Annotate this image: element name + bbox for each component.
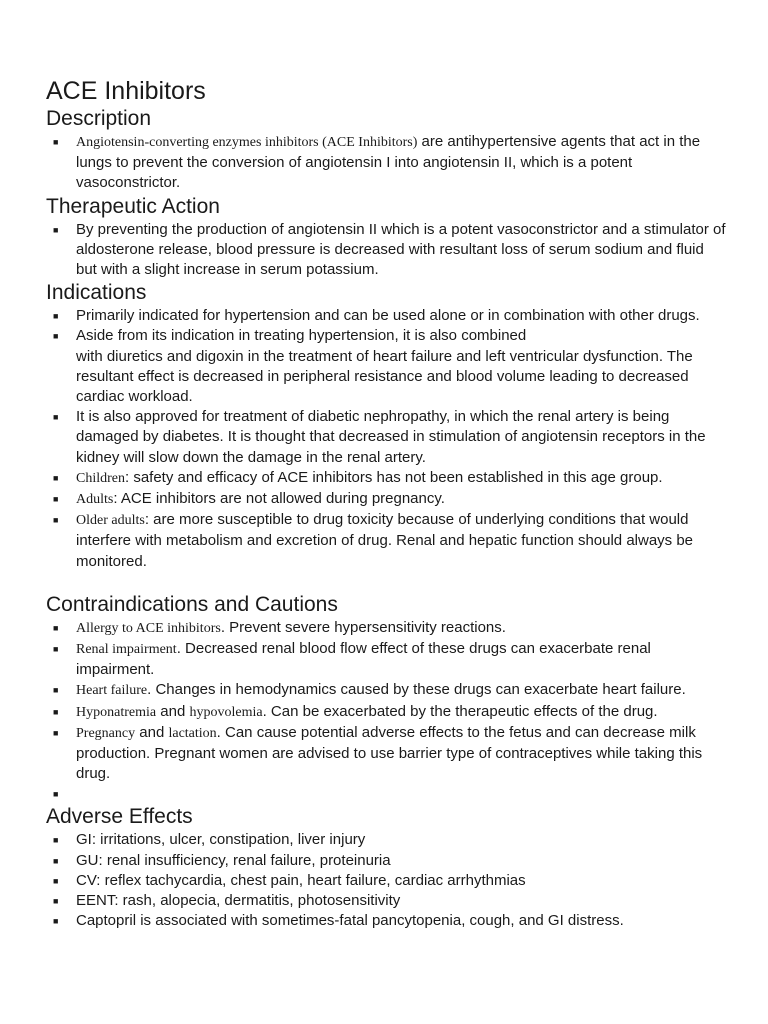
- bullet-icon: ■: [53, 685, 59, 696]
- item-term: Pregnancy: [76, 725, 136, 741]
- item-text: . Decreased renal blood flow effect of these drugs can exacerbate renal impairment.: [76, 640, 651, 679]
- item-text: : safety and efficacy of ACE inhibitors has not been established in this age group.: [125, 468, 663, 486]
- item-text: . Can be exacerbated by the therapeutic effects of the drug.: [262, 702, 658, 720]
- bullet-icon: ■: [53, 224, 59, 235]
- contraindications-section: [46, 592, 726, 805]
- item-connector: and: [135, 723, 169, 741]
- list-item: [46, 871, 726, 891]
- item-term: Adults: [76, 492, 114, 508]
- bullet-icon: ■: [53, 916, 59, 927]
- item-term: Renal impairment: [76, 642, 177, 658]
- list-item: [46, 132, 726, 194]
- item-text: By preventing the production of angiotensin II which is a potent vasoconstrictor and a stimulator of aldosterone release, blood pressure is decreased with resultant loss of serum sodium and fluid but with a slight increase in serum potassium.: [76, 220, 726, 279]
- item-term: hypovolemia: [189, 704, 263, 720]
- item-text: EENT: rash, alopecia, dermatitis, photosensitivity: [76, 892, 401, 910]
- bullet-icon: ■: [53, 727, 59, 738]
- list-item: [46, 220, 726, 281]
- list-item: [46, 618, 726, 639]
- list-item: [46, 723, 726, 785]
- item-first-line: Aside from its indication in treating hypertension, it is also combined: [76, 327, 527, 345]
- bullet-icon: ■: [53, 331, 59, 342]
- item-term: lactation: [168, 725, 217, 741]
- list-item: [46, 407, 726, 468]
- item-text: : are more susceptible to drug toxicity because of underlying conditions that would interfere with metabolism and excretion of drug. Renal and hepatic function should always be monitored.: [76, 511, 694, 570]
- list-item: [46, 702, 726, 723]
- bullet-icon: ■: [53, 137, 59, 147]
- item-text: are antihypertensive agents that act in the lungs to prevent the conversion of angiotensin I into angiotensin II, which is a potent vasoconstrictor.: [76, 133, 701, 192]
- description-list: [46, 132, 726, 194]
- item-text: . Changes in hemodynamics caused by these drugs can exacerbate heart failure.: [147, 681, 686, 699]
- list-item: [46, 639, 726, 680]
- therapeutic-action-list: [46, 220, 726, 281]
- indications-section: [46, 280, 726, 572]
- item-text: CV: reflex tachycardia, chest pain, heart failure, cardiac arrhythmias: [76, 871, 526, 889]
- item-term: Angiotensin-converting enzymes inhibitors (ACE Inhibitors): [76, 135, 418, 150]
- item-term: Heart failure: [76, 683, 148, 699]
- bullet-icon: ■: [53, 644, 59, 655]
- list-item: [46, 891, 726, 911]
- list-item: [46, 326, 726, 407]
- page-title: ACE Inhibitors: [46, 77, 206, 105]
- indications-list: [46, 306, 726, 572]
- list-item: [46, 680, 726, 701]
- adverse-effects-list: [46, 830, 726, 931]
- item-text: Primarily indicated for hypertension and can be used alone or in combination with other drugs.: [76, 307, 700, 325]
- therapeutic-action-heading: Therapeutic Action: [46, 194, 220, 218]
- item-text: . Can cause potential adverse effects to the fetus and can decrease milk production. Pregnant women are advised to use barrier type of contraceptives while taking this drug.: [76, 723, 703, 783]
- bullet-icon: ■: [53, 494, 59, 505]
- item-text: It is also approved for treatment of diabetic nephropathy, in which the renal artery is being damaged by diabetes. It is thought that decreased in stimulation of angiotensin receptors in the kidney will slow down the damage in the renal artery.: [76, 408, 706, 466]
- item-text: GI: irritations, ulcer, constipation, liver injury: [76, 831, 366, 849]
- adverse-effects-heading: Adverse Effects: [46, 805, 193, 829]
- document-page: [46, 76, 726, 932]
- list-item: [46, 489, 726, 510]
- bullet-icon: ■: [53, 896, 59, 907]
- item-text: GU: renal insufficiency, renal failure, proteinuria: [76, 851, 391, 869]
- list-item-empty: [46, 784, 726, 804]
- adverse-effects-section: [46, 804, 726, 931]
- bullet-icon: ■: [53, 311, 59, 322]
- list-item: [46, 851, 726, 871]
- item-text: with diuretics and digoxin in the treatment of heart failure and left ventricular dysfunction. The resultant effect is decreased in peripheral resistance and blood volume leading to decreased cardiac workload.: [76, 347, 693, 406]
- item-text: Captopril is associated with sometimes-fatal pancytopenia, cough, and GI distress.: [76, 912, 624, 930]
- bullet-icon: ■: [53, 855, 59, 866]
- list-item: [46, 830, 726, 850]
- bullet-icon: ■: [53, 622, 59, 633]
- bullet-icon: ■: [53, 706, 59, 717]
- description-section: [46, 106, 726, 194]
- item-text: . Prevent severe hypersensitivity reactions.: [220, 618, 506, 636]
- description-heading: Description: [46, 107, 152, 130]
- indications-heading: Indications: [46, 281, 147, 305]
- bullet-icon: ■: [53, 789, 59, 800]
- item-term: Allergy to ACE inhibitors: [76, 620, 221, 636]
- item-term: Older adults: [76, 513, 145, 529]
- item-text: : ACE inhibitors are not allowed during pregnancy.: [113, 490, 445, 508]
- bullet-icon: ■: [53, 472, 59, 483]
- list-item: [46, 306, 726, 326]
- bullet-icon: ■: [53, 515, 59, 526]
- item-connector: and: [156, 702, 190, 720]
- bullet-icon: ■: [53, 412, 59, 423]
- item-term: Children: [76, 470, 125, 486]
- bullet-icon: ■: [53, 835, 59, 846]
- contraindications-heading: Contraindications and Cautions: [46, 592, 338, 616]
- bullet-icon: ■: [53, 875, 59, 886]
- list-item: [46, 510, 726, 572]
- contraindications-list: [46, 618, 726, 805]
- therapeutic-action-section: [46, 194, 726, 281]
- item-term: Hyponatremia: [76, 704, 157, 720]
- list-item: [46, 468, 726, 489]
- list-item: [46, 911, 726, 931]
